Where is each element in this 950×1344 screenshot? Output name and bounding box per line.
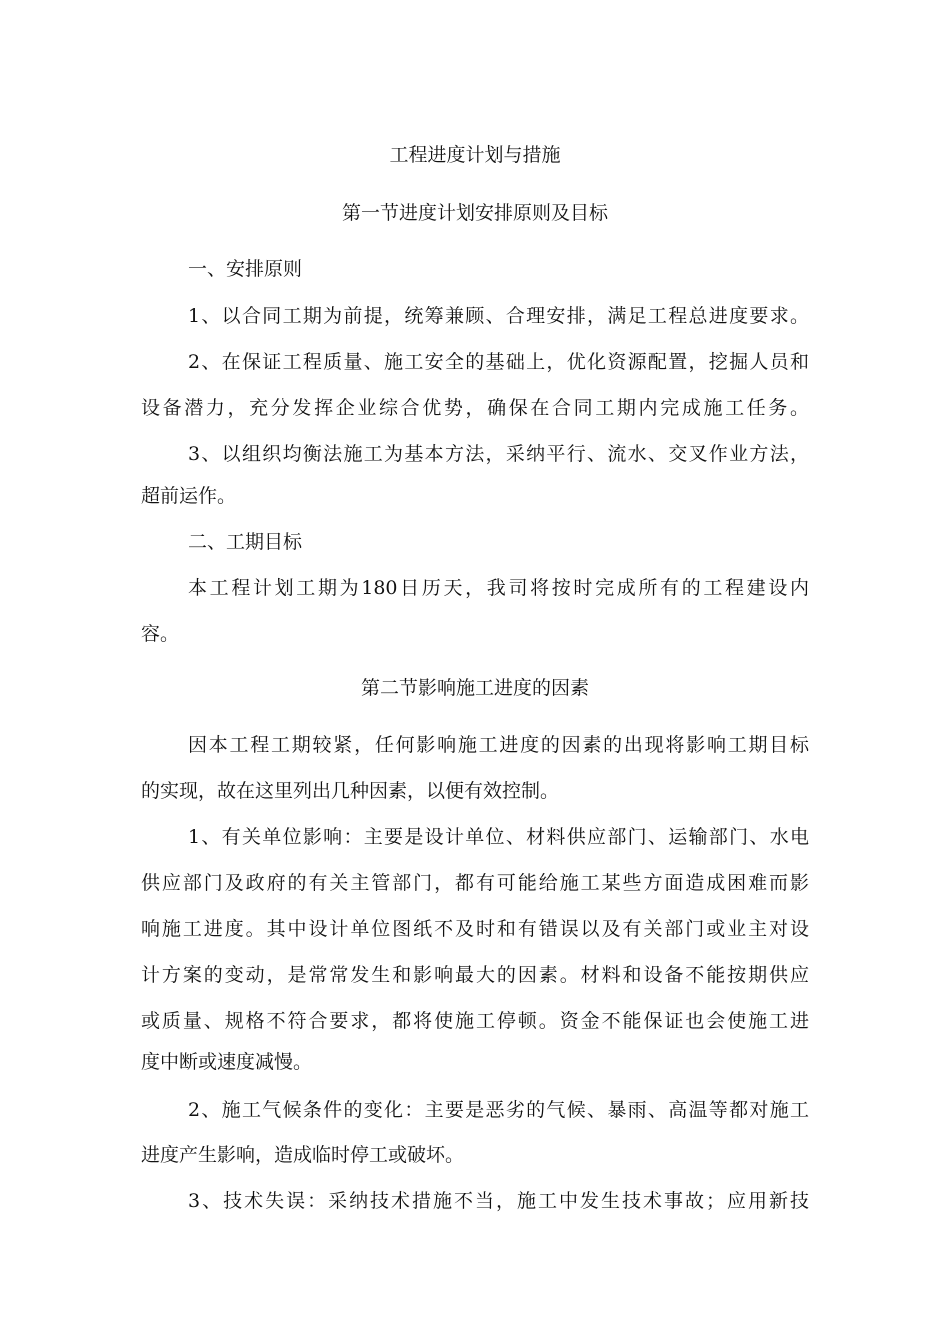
section1-heading: 第一节进度计划安排原则及目标 <box>341 202 608 224</box>
factor-2-line-2: 进度产生影响，造成临时停工或破坏。 <box>141 1144 465 1166</box>
factor-1-line-3: 响施工进度。其中设计单位图纸不及时和有错误以及有关部门或业主对设 <box>141 918 809 940</box>
principle-item-1: 1、以合同工期为前提，统筹兼顾、合理安排，满足工程总进度要求。 <box>188 305 809 327</box>
section2-intro-line-1: 因本工程工期较紧，任何影响施工进度的因素的出现将影响工期目标 <box>188 734 809 756</box>
factor-1-line-4: 计方案的变动，是常常发生和影响最大的因素。材料和设备不能按期供应 <box>141 964 809 986</box>
part2-heading: 二、工期目标 <box>188 531 303 553</box>
factor-2-line-1: 2、施工气候条件的变化：主要是恶劣的气候、暴雨、高温等都对施工 <box>188 1099 809 1121</box>
document-title: 工程进度计划与措施 <box>389 144 561 166</box>
factor-1-line-2: 供应部门及政府的有关主管部门，都有可能给施工某些方面造成困难而影 <box>141 872 809 894</box>
principle-item-3-line-2: 超前运作。 <box>141 485 237 507</box>
part1-heading: 一、安排原则 <box>188 258 303 280</box>
principle-item-2-line-2: 设备潜力，充分发挥企业综合优势，确保在合同工期内完成施工任务。 <box>141 397 809 419</box>
principle-item-3-line-1: 3、以组织均衡法施工为基本方法，采纳平行、流水、交叉作业方法， <box>188 443 809 465</box>
principle-item-2-line-1: 2、在保证工程质量、施工安全的基础上，优化资源配置，挖掘人员和 <box>188 351 809 373</box>
schedule-goal-line-1: 本工程计划工期为180日历天，我司将按时完成所有的工程建设内 <box>188 577 809 599</box>
factor-1-line-6: 度中断或速度减慢。 <box>141 1051 313 1073</box>
schedule-goal-line-2: 容。 <box>141 623 180 645</box>
factor-1-line-5: 或质量、规格不符合要求，都将使施工停顿。资金不能保证也会使施工进 <box>141 1010 809 1032</box>
section2-intro-line-2: 的实现，故在这里列出几种因素，以便有效控制。 <box>141 780 560 802</box>
factor-1-line-1: 1、有关单位影响：主要是设计单位、材料供应部门、运输部门、水电 <box>188 826 809 848</box>
section2-heading: 第二节影响施工进度的因素 <box>360 677 589 699</box>
factor-3-line-1: 3、技术失误：采纳技术措施不当，施工中发生技术事故；应用新技 <box>188 1190 809 1212</box>
